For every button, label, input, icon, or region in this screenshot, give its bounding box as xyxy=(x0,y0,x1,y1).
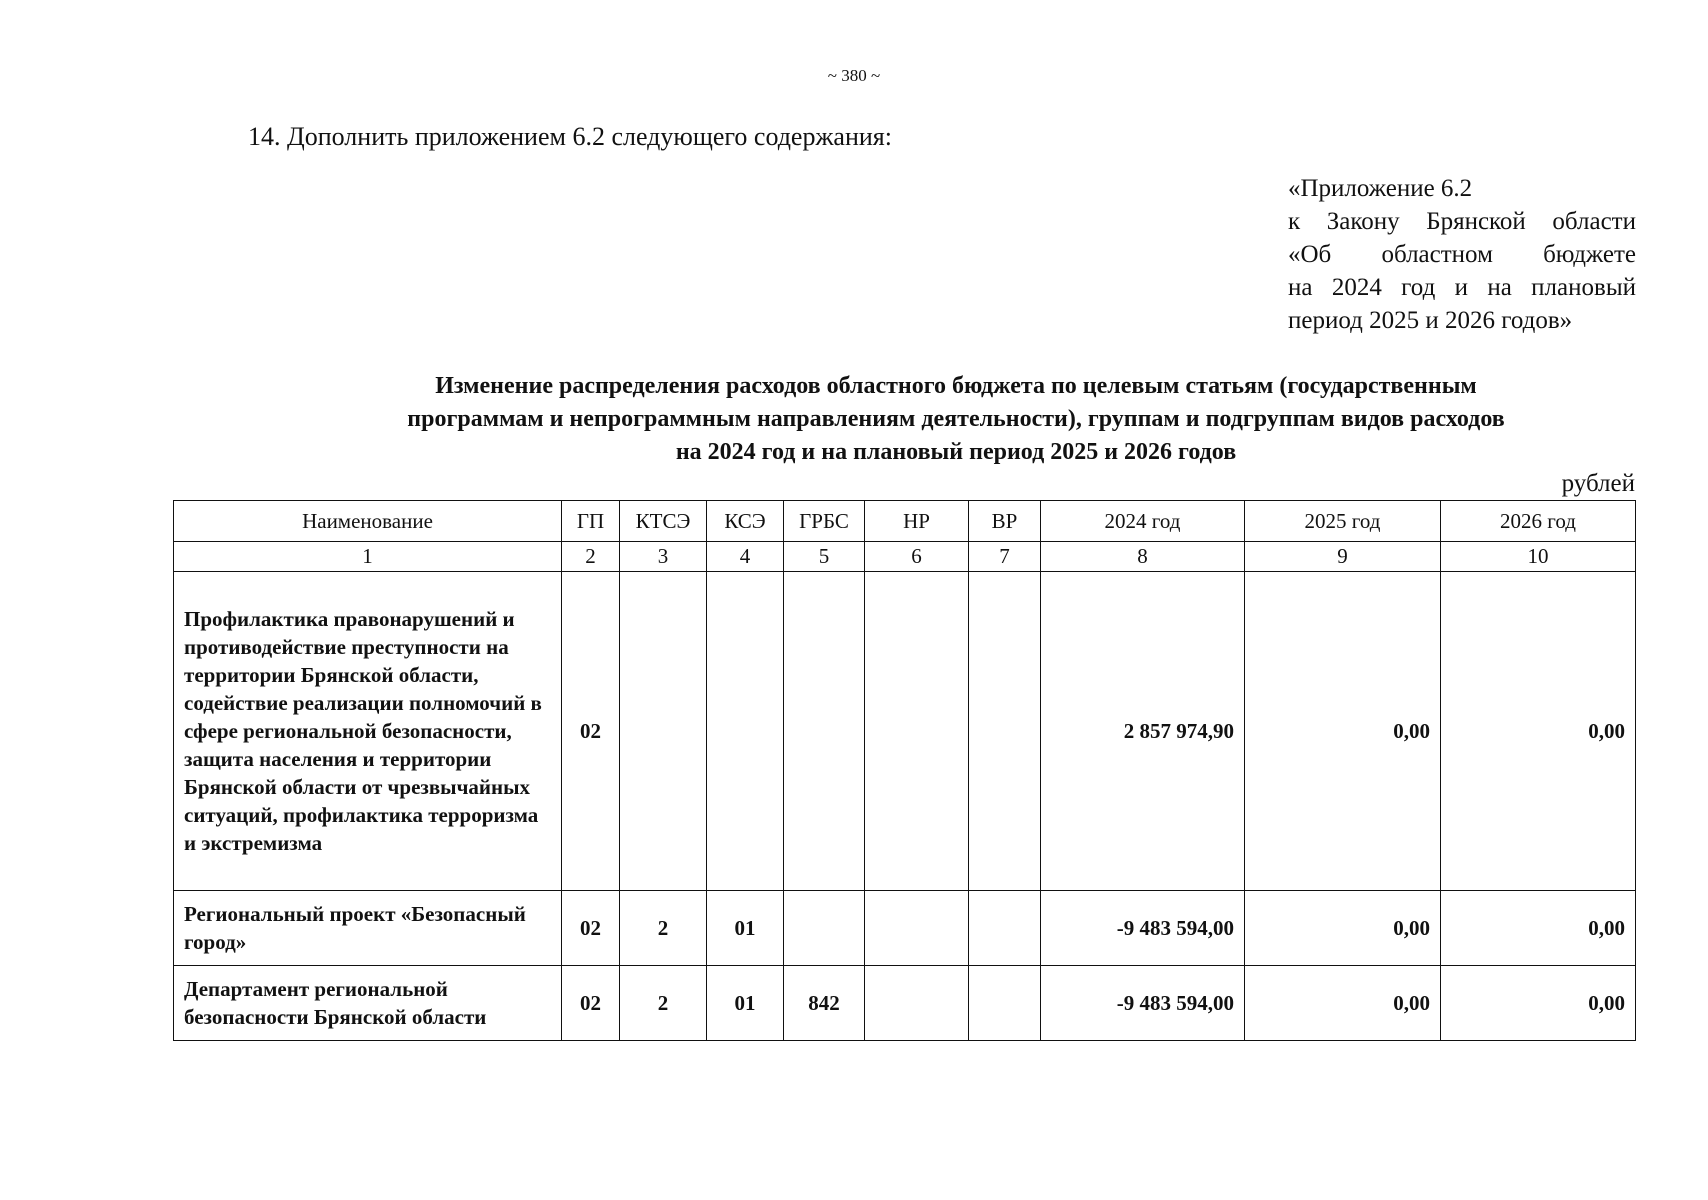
row-name-cell: Профилактика правонарушений и противодействие преступности на территории Брянской области, содействие реализации полномочий в сфере региональной безопасности, защита населения и территории Брянской области от чрезвычайных ситуаций, профилактика терроризма и экстремизма xyxy=(174,572,562,891)
grbs-cell xyxy=(784,572,865,891)
row-name-cell: Региональный проект «Безопасный город» xyxy=(174,891,562,966)
vr-cell xyxy=(969,891,1041,966)
nr-cell xyxy=(865,891,969,966)
column-number-cell: 6 xyxy=(865,542,969,572)
gp-cell: 02 xyxy=(562,572,620,891)
grbs-cell xyxy=(784,891,865,966)
amount-2026-cell: 0,00 xyxy=(1441,891,1636,966)
amount-2024-cell: -9 483 594,00 xyxy=(1041,891,1245,966)
header-cell: 2026 год xyxy=(1441,501,1636,542)
ktse-cell xyxy=(620,572,707,891)
vr-cell xyxy=(969,966,1041,1041)
budget-table xyxy=(173,500,1636,1041)
nr-cell xyxy=(865,572,969,891)
appendix-line: период 2025 и 2026 годов» xyxy=(1288,307,1573,334)
title-line: программам и непрограммным направлениям деятельности), группам и подгруппам видов расходов xyxy=(407,406,1505,432)
kse-cell: 01 xyxy=(707,966,784,1041)
table-header-row xyxy=(174,501,1636,542)
column-number-cell: 2 xyxy=(562,542,620,572)
kse-cell: 01 xyxy=(707,891,784,966)
header-cell: КСЭ xyxy=(707,501,784,542)
document-title xyxy=(280,370,1632,469)
units-label: рублей xyxy=(1561,470,1635,497)
amount-2025-cell: 0,00 xyxy=(1245,891,1441,966)
amount-2026-cell: 0,00 xyxy=(1441,572,1636,891)
column-number-cell: 8 xyxy=(1041,542,1245,572)
header-cell: ВР xyxy=(969,501,1041,542)
column-number-cell: 1 xyxy=(174,542,562,572)
nr-cell xyxy=(865,966,969,1041)
kse-cell xyxy=(707,572,784,891)
gp-cell: 02 xyxy=(562,891,620,966)
gp-cell: 02 xyxy=(562,966,620,1041)
header-cell: 2025 год xyxy=(1245,501,1441,542)
column-number-cell: 3 xyxy=(620,542,707,572)
appendix-line: «Приложение 6.2 xyxy=(1288,175,1473,202)
amount-2024-cell: 2 857 974,90 xyxy=(1041,572,1245,891)
column-number-cell: 5 xyxy=(784,542,865,572)
ktse-cell: 2 xyxy=(620,966,707,1041)
appendix-reference xyxy=(1288,172,1636,337)
table-row xyxy=(174,572,1636,891)
amount-2026-cell: 0,00 xyxy=(1441,966,1636,1041)
header-cell: 2024 год xyxy=(1041,501,1245,542)
ktse-cell: 2 xyxy=(620,891,707,966)
column-number-cell: 9 xyxy=(1245,542,1441,572)
amount-2025-cell: 0,00 xyxy=(1245,572,1441,891)
column-number-cell: 7 xyxy=(969,542,1041,572)
table-row xyxy=(174,891,1636,966)
appendix-line: к Закону Брянской области xyxy=(1288,208,1636,235)
column-number-row xyxy=(174,542,1636,572)
appendix-line: «Об областном бюджете xyxy=(1288,241,1636,268)
title-line: Изменение распределения расходов областного бюджета по целевым статьям (государственным xyxy=(435,373,1477,399)
amount-2024-cell: -9 483 594,00 xyxy=(1041,966,1245,1041)
header-cell: ГП xyxy=(562,501,620,542)
page-number: ~ 380 ~ xyxy=(827,66,881,85)
instruction-text: 14. Дополнить приложением 6.2 следующего содержания: xyxy=(248,122,892,151)
table-row xyxy=(174,966,1636,1041)
header-cell: ГРБС xyxy=(784,501,865,542)
header-cell: НР xyxy=(865,501,969,542)
row-name-cell: Департамент региональной безопасности Брянской области xyxy=(174,966,562,1041)
appendix-line: на 2024 год и на плановый xyxy=(1288,274,1636,301)
column-number-cell: 4 xyxy=(707,542,784,572)
grbs-cell: 842 xyxy=(784,966,865,1041)
amount-2025-cell: 0,00 xyxy=(1245,966,1441,1041)
header-cell: Наименование xyxy=(174,501,562,542)
header-cell: КТСЭ xyxy=(620,501,707,542)
vr-cell xyxy=(969,572,1041,891)
title-line: на 2024 год и на плановый период 2025 и 2026 годов xyxy=(675,439,1237,465)
column-number-cell: 10 xyxy=(1441,542,1636,572)
